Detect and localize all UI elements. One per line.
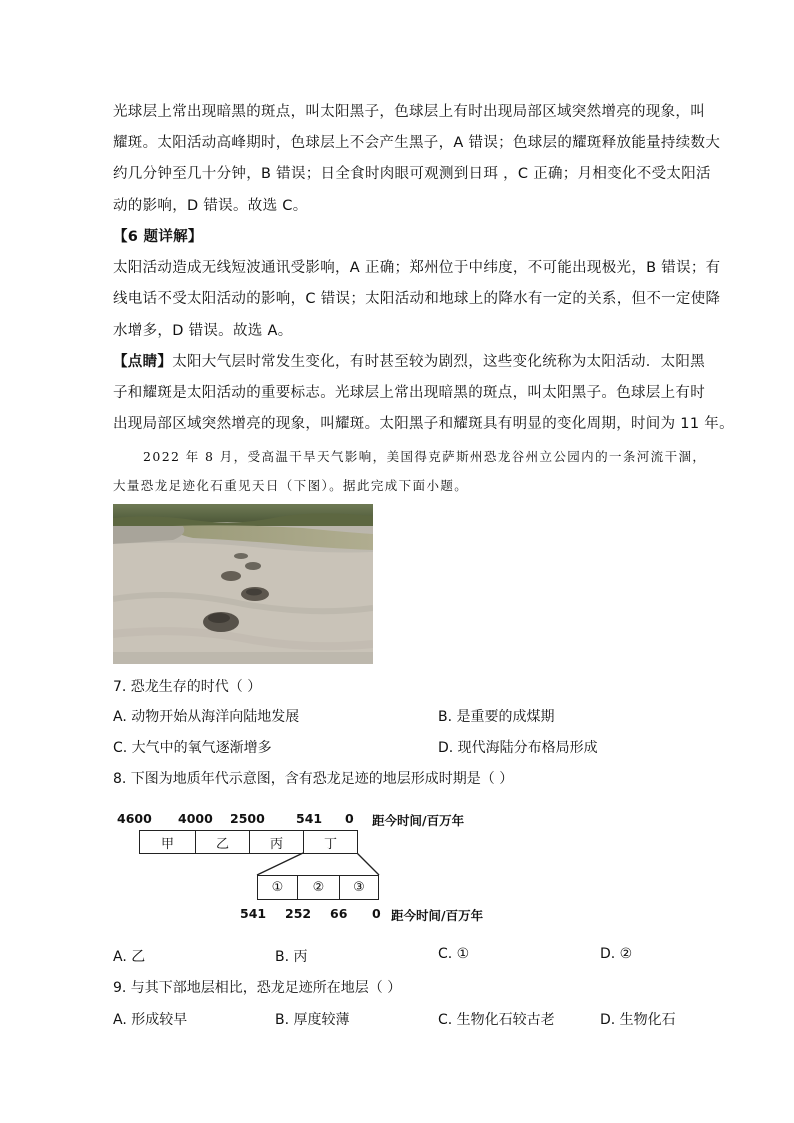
axis-unit-label: 距今时间/百万年 xyxy=(372,813,465,828)
tick-label: 541 xyxy=(296,811,323,826)
q7-option-a[interactable]: A. 动物开始从海洋向陆地发展 xyxy=(113,709,300,725)
question-9-stem: 9. 与其下部地层相比，恐龙足迹所在地层（ ） xyxy=(113,980,402,996)
note-label: 【点睛】 xyxy=(113,353,173,370)
tick-label: 252 xyxy=(285,906,312,921)
era-box-yi: 乙 xyxy=(195,830,250,854)
text-line: 耀斑。太阳活动高峰期时，色球层上不会产生黑子，A 错误；色球层的耀斑释放能量持续数大 xyxy=(113,135,721,152)
tick-label: 4600 xyxy=(117,811,152,826)
period-box-3: ③ xyxy=(339,875,379,900)
explanation-q5 xyxy=(113,97,721,222)
text-line: 水增多，D 错误。故选 A。 xyxy=(113,322,293,339)
q7-option-d[interactable]: D. 现代海陆分布格局形成 xyxy=(438,740,598,756)
note-text: 太阳大气层时常发生变化，有时甚至较为剧烈，这些变化统称为太阳活动．太阳黑 xyxy=(172,353,705,370)
era-box-bing: 丙 xyxy=(249,830,304,854)
text-line: 出现局部区域突然增亮的现象，叫耀斑。太阳黑子和耀斑具有明显的变化周期，时间为 11 年。 xyxy=(113,416,734,433)
reading-passage xyxy=(113,442,707,500)
q9-option-a[interactable]: A. 形成较早 xyxy=(113,1012,188,1028)
q9-option-c[interactable]: C. 生物化石较古老 xyxy=(438,1012,555,1028)
tick-label: 0 xyxy=(345,811,354,826)
tick-label: 0 xyxy=(372,906,381,921)
tick-label: 66 xyxy=(330,906,348,921)
tick-label: 4000 xyxy=(178,811,213,826)
axis-unit-label: 距今时间/百万年 xyxy=(391,908,484,923)
note-line xyxy=(113,347,705,378)
passage-line: 2022 年 8 月，受高温干旱天气影响，美国得克萨斯州恐龙谷州立公园内的一条河流干涸， xyxy=(143,449,707,464)
section-heading-q6: 【6 题详解】 xyxy=(113,229,203,245)
q7-option-c[interactable]: C. 大气中的氧气逐渐增多 xyxy=(113,740,272,756)
q9-option-d[interactable]: D. 生物化石 xyxy=(600,1012,676,1028)
text-line: 子和耀斑是太阳活动的重要标志。光球层上常出现暗黑的斑点，叫太阳黑子。色球层上有时 xyxy=(113,385,705,402)
question-8-stem: 8. 下图为地质年代示意图，含有恐龙足迹的地层形成时期是（ ） xyxy=(113,771,514,787)
explanation-q6 xyxy=(113,222,734,440)
tick-label: 2500 xyxy=(230,811,265,826)
q8-option-a[interactable]: A. 乙 xyxy=(113,949,146,965)
passage-line: 大量恐龙足迹化石重见天日（下图）。据此完成下面小题。 xyxy=(113,478,469,493)
dinosaur-footprints-photo xyxy=(113,504,373,664)
text-line: 约几分钟至几十分钟，B 错误；日全食时肉眼可观测到日珥 ，C 正确；月相变化不受太阳活 xyxy=(113,166,711,183)
text-line: 太阳活动造成无线短波通讯受影响，A 正确；郑州位于中纬度，不可能出现极光，B 错误；有 xyxy=(113,260,721,277)
q8-option-d[interactable]: D. ② xyxy=(600,946,633,962)
q7-option-b[interactable]: B. 是重要的成煤期 xyxy=(438,709,555,725)
q8-option-b[interactable]: B. 丙 xyxy=(275,949,308,965)
period-box-1: ① xyxy=(257,875,298,900)
text-line: 动的影响，D 错误。故选 C。 xyxy=(113,197,308,214)
text-line: 光球层上常出现暗黑的斑点，叫太阳黑子，色球层上有时出现局部区域突然增亮的现象，叫 xyxy=(113,104,705,120)
era-box-ding: 丁 xyxy=(303,830,358,854)
q9-option-b[interactable]: B. 厚度较薄 xyxy=(275,1012,350,1028)
question-7-stem: 7. 恐龙生存的时代（ ） xyxy=(113,679,262,695)
tick-label: 541 xyxy=(240,906,267,921)
q8-option-c[interactable]: C. ① xyxy=(438,946,470,962)
text-line: 线电话不受太阳活动的影响，C 错误；太阳活动和地球上的降水有一定的关系，但不一定使降 xyxy=(113,291,721,308)
period-box-2: ② xyxy=(297,875,340,900)
era-box-jia: 甲 xyxy=(139,830,196,854)
